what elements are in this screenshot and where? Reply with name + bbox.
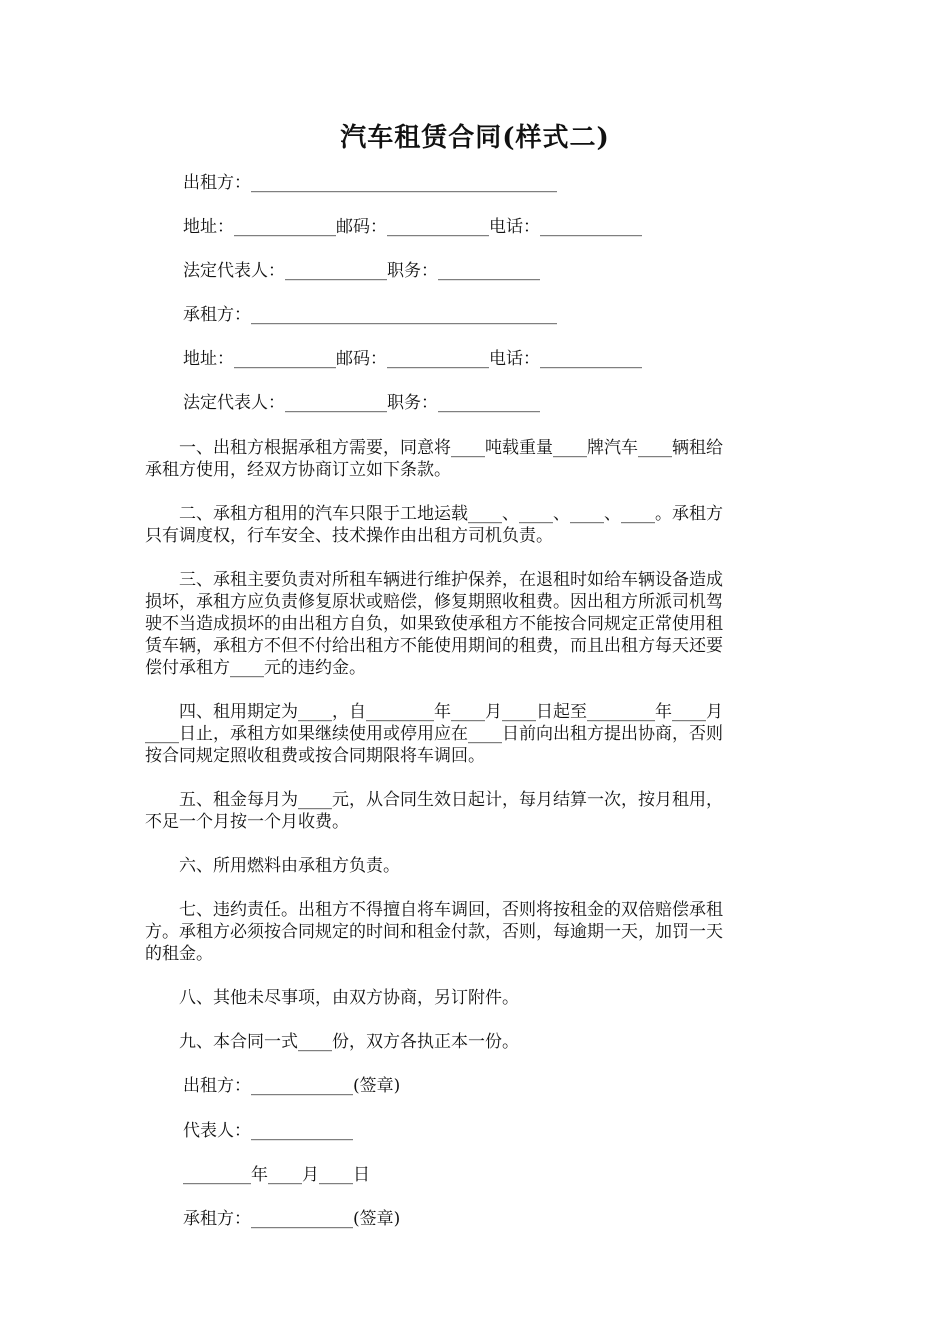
lessee-address-line: 地址：____________邮码：____________电话：____________ [183, 349, 642, 369]
clause-4-line-3: 按合同规定照收租费或按合同期限将车调回。 [145, 746, 485, 766]
lessor-signature-line: 出租方：____________(签章) [183, 1076, 401, 1096]
clause-7-line-3: 的租金。 [145, 944, 213, 964]
clause-2-line-2: 只有调度权，行车安全、技术操作由出租方司机负责。 [145, 526, 553, 546]
representative-signature-line: 代表人：____________ [183, 1121, 353, 1141]
clause-3-line-3: 驶不当造成损坏的由出租方自负，如果致使承租方不能按合同规定正常使用租 [145, 614, 723, 634]
document-title: 汽车租赁合同(样式二) [340, 123, 610, 153]
clause-2-line-1: 二、承租方租用的汽车只限于工地运载____、____、____、____。承租方 [145, 504, 723, 524]
clause-6-line-1: 六、所用燃料由承租方负责。 [145, 856, 400, 876]
clause-3-line-5: 偿付承租方____元的违约金。 [145, 658, 366, 678]
clause-7-line-1: 七、违约责任。出租方不得擅自将车调回，否则将按租金的双倍赔偿承租 [145, 900, 723, 920]
clause-5-line-1: 五、租金每月为____元，从合同生效日起计，每月结算一次，按月租用， [145, 790, 723, 810]
lessor-line: 出租方：____________________________________ [183, 173, 557, 193]
clause-1-line-2: 承租方使用，经双方协商订立如下条款。 [145, 460, 451, 480]
clause-3-line-4: 赁车辆，承租方不但不付给出租方不能使用期间的租费，而且出租方每天还要 [145, 636, 723, 656]
lessee-signature-line: 承租方：____________(签章) [183, 1209, 401, 1229]
clause-8-line-1: 八、其他未尽事项，由双方协商，另订附件。 [145, 988, 519, 1008]
clause-4-line-2: ____日止，承租方如果继续使用或停用应在____日前向出租方提出协商，否则 [145, 724, 723, 744]
clause-4-line-1: 四、租用期定为____，自________年____月____日起至________年____月 [145, 702, 723, 722]
lessee-line: 承租方：____________________________________ [183, 305, 557, 325]
lessee-representative-line: 法定代表人：____________职务：____________ [183, 393, 540, 413]
clause-7-line-2: 方。承租方必须按合同规定的时间和租金付款，否则，每逾期一天，加罚一天 [145, 922, 723, 942]
clause-9-line-1: 九、本合同一式____份，双方各执正本一份。 [145, 1032, 519, 1052]
clause-5-line-2: 不足一个月按一个月收费。 [145, 812, 349, 832]
clause-1-line-1: 一、出租方根据承租方需要，同意将____吨载重量____牌汽车____辆租给 [145, 438, 723, 458]
clause-3-line-1: 三、承租主要负责对所租车辆进行维护保养，在退租时如给车辆设备造成 [145, 570, 723, 590]
signature-date-line: ________年____月____日 [183, 1165, 370, 1185]
lessor-address-line: 地址：____________邮码：____________电话：____________ [183, 217, 642, 237]
lessor-representative-line: 法定代表人：____________职务：____________ [183, 261, 540, 281]
clause-3-line-2: 损坏，承租方应负责修复原状或赔偿，修复期照收租费。因出租方所派司机驾 [145, 592, 723, 612]
